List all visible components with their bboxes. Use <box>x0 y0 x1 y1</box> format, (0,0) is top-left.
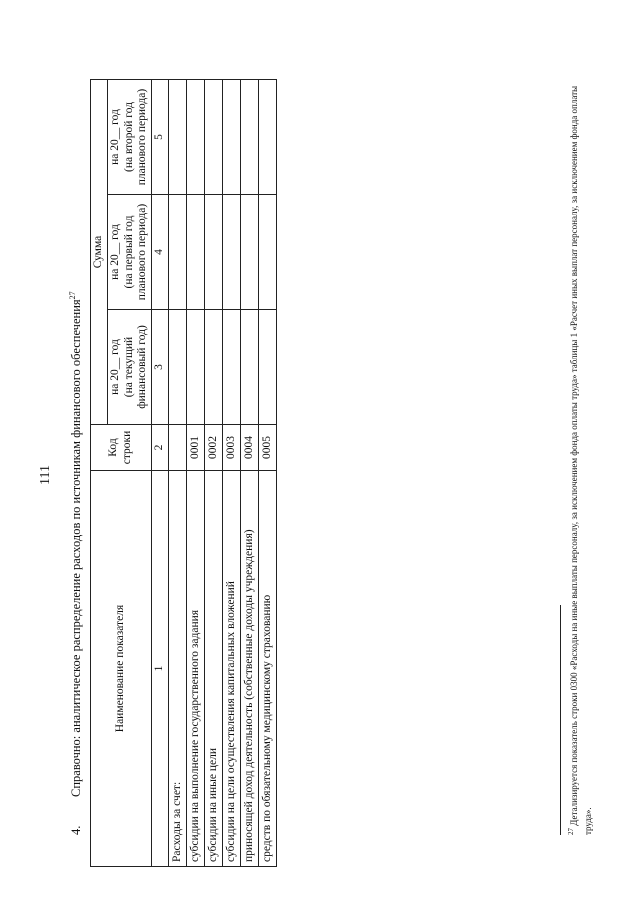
page-number: 111 <box>38 465 53 485</box>
table-row <box>258 80 276 867</box>
row-code: 0001 <box>186 425 204 471</box>
value-cell <box>222 310 240 425</box>
column-index-row <box>152 80 169 867</box>
header-row-1 <box>91 80 108 867</box>
value-cell <box>240 80 258 195</box>
index-cell: 5 <box>152 80 169 195</box>
index-cell: 3 <box>152 310 169 425</box>
table-row <box>222 80 240 867</box>
value-cell <box>240 310 258 425</box>
value-cell <box>258 80 276 195</box>
row-code: 0002 <box>204 425 222 471</box>
header-code: Код строки <box>91 425 152 471</box>
row-name: субсидии на иные цели <box>204 471 222 867</box>
row-code: 0003 <box>222 425 240 471</box>
header-sum: Сумма <box>91 80 108 425</box>
header-current-year: на 20__ год (на текущий финансовый год) <box>107 310 151 425</box>
table-row <box>168 80 186 867</box>
value-cell <box>222 195 240 310</box>
footnote-number: 27 <box>567 828 575 835</box>
footnote-divider <box>560 605 561 835</box>
row-code <box>168 425 186 471</box>
expense-distribution-table <box>90 79 277 867</box>
value-cell <box>186 310 204 425</box>
section-number: 4. <box>69 825 84 835</box>
row-name: Расходы за счет: <box>168 471 186 867</box>
value-cell <box>204 80 222 195</box>
value-cell <box>204 310 222 425</box>
row-name: субсидии на выполнение государственного задания <box>186 471 204 867</box>
index-cell: 1 <box>152 471 169 867</box>
footnote <box>566 75 595 835</box>
value-cell <box>168 310 186 425</box>
value-cell <box>168 195 186 310</box>
row-name: средств по обязательному медицинскому страхованию <box>258 471 276 867</box>
header-first-plan-year: на 20__ год (на первый год планового периода) <box>107 195 151 310</box>
table-row <box>186 80 204 867</box>
section-title: Справочно: аналитическое распределение расходов по источникам финансового обеспечения <box>69 299 84 797</box>
value-cell <box>204 195 222 310</box>
index-cell: 4 <box>152 195 169 310</box>
value-cell <box>258 310 276 425</box>
row-code: 0004 <box>240 425 258 471</box>
table-row <box>204 80 222 867</box>
table-row <box>240 80 258 867</box>
value-cell <box>168 80 186 195</box>
header-second-plan-year: на 20__ год (на второй год планового периода) <box>107 80 151 195</box>
value-cell <box>258 195 276 310</box>
row-code: 0005 <box>258 425 276 471</box>
value-cell <box>186 195 204 310</box>
row-name: приносящей доход деятельность (собственные доходы учреждения) <box>240 471 258 867</box>
value-cell <box>186 80 204 195</box>
index-cell: 2 <box>152 425 169 471</box>
section-heading <box>68 291 84 835</box>
footnote-ref: 27 <box>68 291 77 300</box>
value-cell <box>222 80 240 195</box>
value-cell <box>240 195 258 310</box>
footnote-text: Детализируется показатель строки 0300 «Расходы на иные выплаты персоналу, за исключением фонда оплаты труда» таблицы 1 «Расчет иных выплат персоналу, за исключением фонда оплаты труда». <box>569 85 593 835</box>
row-name: субсидии на цели осуществления капитальных вложений <box>222 471 240 867</box>
header-name: Наименование показателя <box>91 471 152 867</box>
